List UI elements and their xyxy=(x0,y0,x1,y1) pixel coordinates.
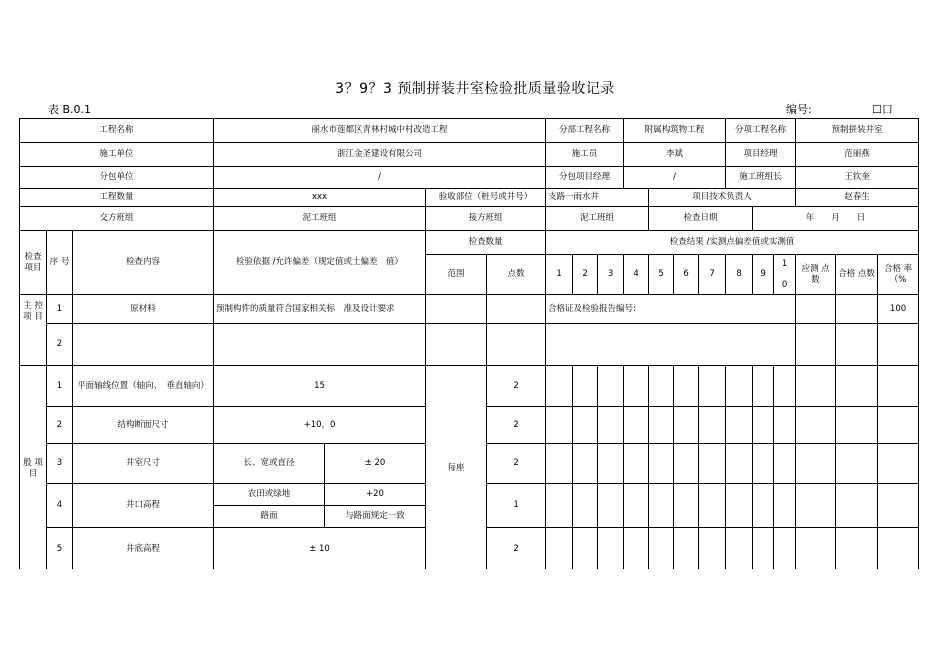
result-cell[interactable] xyxy=(674,366,699,407)
value-worker: 李斌 xyxy=(624,143,726,167)
main-item-basis: 预制构件的质量符合国家相关标 准及设计要求 xyxy=(214,295,426,324)
main-item-pass xyxy=(836,295,878,324)
general-item-pass xyxy=(836,484,878,528)
result-cell[interactable] xyxy=(774,528,796,572)
label-subcontractor: 分包单位 xyxy=(20,167,214,189)
general-item-content: 井室尺寸 xyxy=(73,444,214,484)
result-cell[interactable] xyxy=(674,528,699,572)
result-cell[interactable] xyxy=(546,528,573,572)
result-cell[interactable] xyxy=(649,528,674,572)
column-header-row-1 xyxy=(20,231,919,255)
result-cell[interactable] xyxy=(573,366,598,407)
value-sub-pm: / xyxy=(624,167,726,189)
result-cell[interactable] xyxy=(774,444,796,484)
page-bottom-mask xyxy=(0,569,950,672)
result-cell[interactable] xyxy=(598,484,624,528)
general-item-basis: ± 10 xyxy=(214,528,426,572)
header-num-7: 7 xyxy=(699,255,726,295)
header-content: 检查内容 xyxy=(73,231,214,295)
value-check-date: 年 月 日 xyxy=(753,207,919,231)
main-item-should xyxy=(796,295,836,324)
general-item-pass xyxy=(836,407,878,444)
general-item-basis-b1: +20 xyxy=(325,484,426,506)
result-cell[interactable] xyxy=(546,407,573,444)
general-item-seq: 5 xyxy=(47,528,73,572)
result-cell[interactable] xyxy=(624,484,649,528)
result-cell[interactable] xyxy=(774,484,796,528)
result-cell[interactable] xyxy=(573,484,598,528)
value-subcontractor: / xyxy=(214,167,546,189)
result-cell[interactable] xyxy=(753,528,774,572)
header-check-qty: 检查数量 xyxy=(426,231,546,255)
header-seq: 序 号 xyxy=(47,231,73,295)
result-cell[interactable] xyxy=(649,407,674,444)
header-num-1: 1 xyxy=(546,255,573,295)
label-handover: 交方班组 xyxy=(20,207,214,231)
result-cell[interactable] xyxy=(649,444,674,484)
general-items-range: 每座 xyxy=(426,366,487,572)
header-basis: 检验依据 /允许偏差（规定值或土偏差 值） xyxy=(214,231,426,295)
result-cell[interactable] xyxy=(774,366,796,407)
general-item-basis: +10，0 xyxy=(214,407,426,444)
label-worker: 施工员 xyxy=(546,143,624,167)
general-item-points: 2 xyxy=(487,366,546,407)
header-num-3: 3 xyxy=(598,255,624,295)
header-num-6: 6 xyxy=(674,255,699,295)
header-should-points: 应测 点数 xyxy=(796,255,836,295)
general-item-pass xyxy=(836,366,878,407)
document-title: 3？9？3 预制拼装井室检验批质量验收记录 xyxy=(335,81,615,97)
general-item-rate xyxy=(878,366,919,407)
value-handover: 泥工班组 xyxy=(214,207,426,231)
general-item-pass xyxy=(836,444,878,484)
general-item-pass xyxy=(836,528,878,572)
result-cell[interactable] xyxy=(753,366,774,407)
result-cell[interactable] xyxy=(699,484,726,528)
result-cell[interactable] xyxy=(649,484,674,528)
general-item-should xyxy=(796,528,836,572)
main-item-points xyxy=(487,295,546,324)
general-item-points: 2 xyxy=(487,407,546,444)
result-cell[interactable] xyxy=(624,366,649,407)
result-cell[interactable] xyxy=(699,407,726,444)
label-project-name: 工程名称 xyxy=(20,119,214,143)
result-cell[interactable] xyxy=(699,528,726,572)
general-item-points: 1 xyxy=(487,484,546,528)
general-item-should xyxy=(796,444,836,484)
general-item-content: 结构断面尺寸 xyxy=(73,407,214,444)
value-project-name: 丽水市莲都区青林村城中村改造工程 xyxy=(214,119,546,143)
header-num-2: 2 xyxy=(573,255,598,295)
general-item-content: 井底高程 xyxy=(73,528,214,572)
result-cell[interactable] xyxy=(546,366,573,407)
result-cell[interactable] xyxy=(726,444,753,484)
label-contractor: 施工单位 xyxy=(20,143,214,167)
general-item-basis-b2: 与路面规定一致 xyxy=(325,506,426,528)
code-label: 编号: xyxy=(786,103,812,116)
header-num-5: 5 xyxy=(649,255,674,295)
info-row-contractor xyxy=(20,143,919,167)
main-item-range xyxy=(426,295,487,324)
result-cell[interactable] xyxy=(699,444,726,484)
main-item-rate: 100 xyxy=(878,295,919,324)
general-item-points: 2 xyxy=(487,444,546,484)
label-pm: 项目经理 xyxy=(726,143,796,167)
main-item-range xyxy=(426,324,487,366)
general-item-seq: 4 xyxy=(47,484,73,528)
value-item-project: 预制拼装井室 xyxy=(796,119,919,143)
label-location: 验收部位（桩号或井号） xyxy=(426,189,546,207)
main-item-row-1 xyxy=(20,295,919,324)
result-cell[interactable] xyxy=(674,444,699,484)
header-range: 范围 xyxy=(426,255,487,295)
general-item-points: 2 xyxy=(487,528,546,572)
general-item-basis-a2: 路面 xyxy=(214,506,325,528)
result-cell[interactable] xyxy=(753,484,774,528)
general-item-seq: 2 xyxy=(47,407,73,444)
main-item-pass xyxy=(836,324,878,366)
general-item-rate xyxy=(878,528,919,572)
general-item-basis-a1: 农田或绿地 xyxy=(214,484,325,506)
general-item-seq: 3 xyxy=(47,444,73,484)
result-cell[interactable] xyxy=(674,484,699,528)
result-cell[interactable] xyxy=(699,366,726,407)
value-tech-lead: 赵春生 xyxy=(796,189,919,207)
general-item-rate xyxy=(878,484,919,528)
header-points: 点数 xyxy=(487,255,546,295)
result-cell[interactable] xyxy=(726,366,753,407)
header-num-8: 8 xyxy=(726,255,753,295)
header-category: 检查项目 xyxy=(20,231,47,295)
label-check-date: 检查日期 xyxy=(649,207,753,231)
result-cell[interactable] xyxy=(774,407,796,444)
value-receiver: 泥工班组 xyxy=(546,207,649,231)
value-location: 支路一雨水井 xyxy=(546,189,649,207)
info-row-project xyxy=(20,119,919,143)
general-item-rate xyxy=(878,444,919,484)
result-cell[interactable] xyxy=(726,407,753,444)
result-cell[interactable] xyxy=(624,407,649,444)
form-number: 表 B.0.1 xyxy=(48,103,92,116)
general-item-content: 平面轴线位置（轴向、 垂直轴向） xyxy=(73,366,214,407)
general-item-basis-b: ± 20 xyxy=(325,444,426,484)
main-item-rate xyxy=(878,324,919,366)
label-tech-lead: 项目技术负责人 xyxy=(649,189,796,207)
result-cell[interactable] xyxy=(598,366,624,407)
general-item-should xyxy=(796,407,836,444)
info-row-subcontractor xyxy=(20,167,919,189)
result-cell[interactable] xyxy=(753,444,774,484)
general-item-basis: 15 xyxy=(214,366,426,407)
result-cell[interactable] xyxy=(674,407,699,444)
main-item-seq: 1 xyxy=(47,295,73,324)
label-team-leader: 施工班组长 xyxy=(726,167,796,189)
main-item-basis xyxy=(214,324,426,366)
main-item-row-2 xyxy=(20,324,919,366)
result-cell[interactable] xyxy=(546,484,573,528)
result-cell[interactable] xyxy=(598,528,624,572)
label-sub-project: 分部工程名称 xyxy=(546,119,624,143)
general-item-row-1 xyxy=(20,366,919,407)
value-contractor: 浙江金圣建设有限公司 xyxy=(214,143,546,167)
general-item-should xyxy=(796,484,836,528)
result-cell[interactable] xyxy=(598,444,624,484)
header-pass-rate: 合格 率（% xyxy=(878,255,919,295)
label-sub-pm: 分包项目经理 xyxy=(546,167,624,189)
inspection-record-table xyxy=(19,118,919,572)
main-item-result: 合格证及检验报告编号: xyxy=(546,295,796,324)
result-cell[interactable] xyxy=(649,366,674,407)
result-cell[interactable] xyxy=(753,407,774,444)
result-cell[interactable] xyxy=(624,444,649,484)
general-item-basis-a: 长、宽或直径 xyxy=(214,444,325,484)
label-item-project: 分项工程名称 xyxy=(726,119,796,143)
result-cell[interactable] xyxy=(546,444,573,484)
header-results: 检查结果 /实测点偏差值或实测值 xyxy=(546,231,919,255)
label-receiver: 接方班组 xyxy=(426,207,546,231)
general-item-seq: 1 xyxy=(47,366,73,407)
header-num-10-top: 1 xyxy=(781,258,788,269)
general-item-should xyxy=(796,366,836,407)
code-value: ☐口 xyxy=(872,103,893,116)
value-quantity: xxx xyxy=(214,189,426,207)
result-cell[interactable] xyxy=(573,528,598,572)
general-items-label: 般 项 目 xyxy=(20,366,47,572)
result-cell[interactable] xyxy=(726,484,753,528)
main-item-should xyxy=(796,324,836,366)
value-sub-project: 附属构筑物工程 xyxy=(624,119,726,143)
value-pm: 范丽燕 xyxy=(796,143,919,167)
general-item-rate xyxy=(878,407,919,444)
result-cell[interactable] xyxy=(624,528,649,572)
main-item-content xyxy=(73,324,214,366)
main-item-content: 原材料 xyxy=(73,295,214,324)
label-quantity: 工程数量 xyxy=(20,189,214,207)
header-num-10-bottom: 0 xyxy=(781,279,788,290)
header-num-10 xyxy=(774,255,796,295)
header-num-9: 9 xyxy=(753,255,774,295)
header-pass-points: 合格 点数 xyxy=(836,255,878,295)
main-item-seq: 2 xyxy=(47,324,73,366)
info-row-quantity xyxy=(20,189,919,207)
value-team-leader: 王钦奎 xyxy=(796,167,919,189)
result-cell[interactable] xyxy=(726,528,753,572)
main-item-points xyxy=(487,324,546,366)
result-cell[interactable] xyxy=(573,444,598,484)
general-item-content: 井口高程 xyxy=(73,484,214,528)
info-row-handover xyxy=(20,207,919,231)
result-cell[interactable] xyxy=(598,407,624,444)
main-item-result xyxy=(546,324,796,366)
header-num-4: 4 xyxy=(624,255,649,295)
main-items-label: 主 控 项 目 xyxy=(20,295,47,366)
result-cell[interactable] xyxy=(573,407,598,444)
